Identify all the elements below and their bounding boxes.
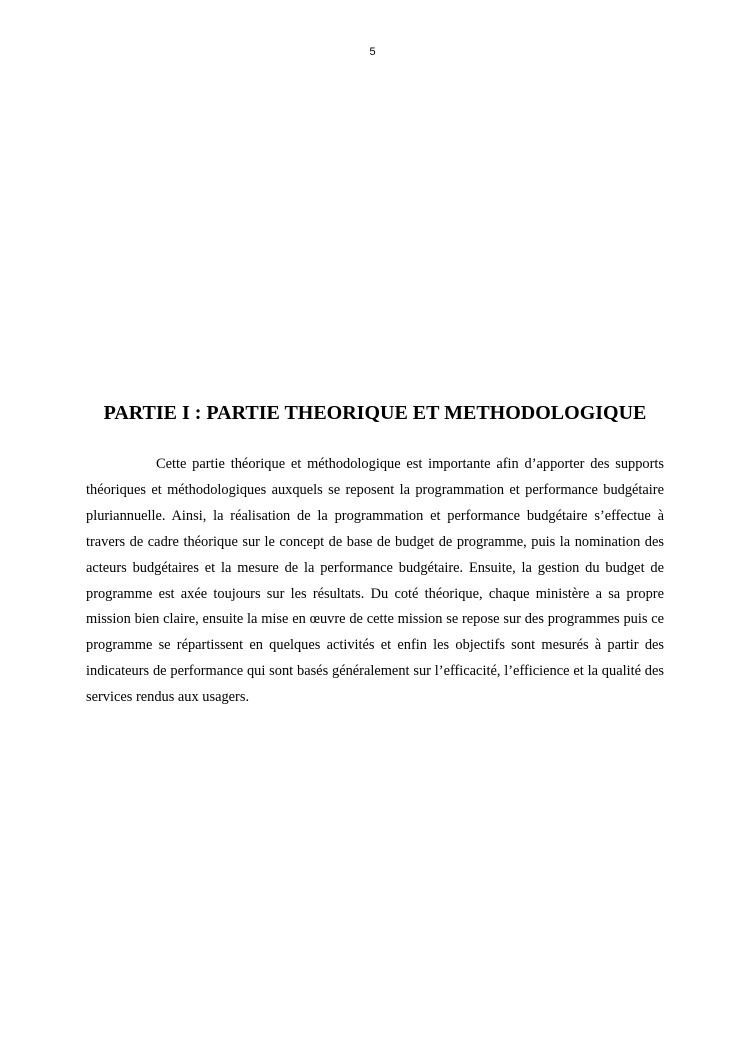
page-number: 5 (369, 46, 376, 58)
part-title: PARTIE I : PARTIE THEORIQUE ET METHODOLOGIQUE (103, 402, 647, 424)
intro-paragraph: Cette partie théorique et méthodologique est importante afin d’apporter des supports théoriques et méthodologiques auxquels se reposent la programmation et performance budgétaire pluriannuelle. Ainsi, la réalisation de la programmation et performance budgétaire s’effectue à travers de cadre théorique sur le concept de base de budget de programme, puis la nomination des acteurs budgétaires et la mesure de la performance budgétaire. Ensuite, la gestion du budget de programme est axée toujours sur les résultats. Du coté théorique, chaque ministère a sa propre mission bien claire, ensuite la mise en œuvre de cette mission se repose sur des programmes puis ce programme se répartissent en quelques activités et enfin les objectifs sont mesurés à partir des indicateurs de performance qui sont basés généralement sur l’efficacité, l’efficience et la qualité des services rendus aux usagers. (86, 456, 664, 706)
